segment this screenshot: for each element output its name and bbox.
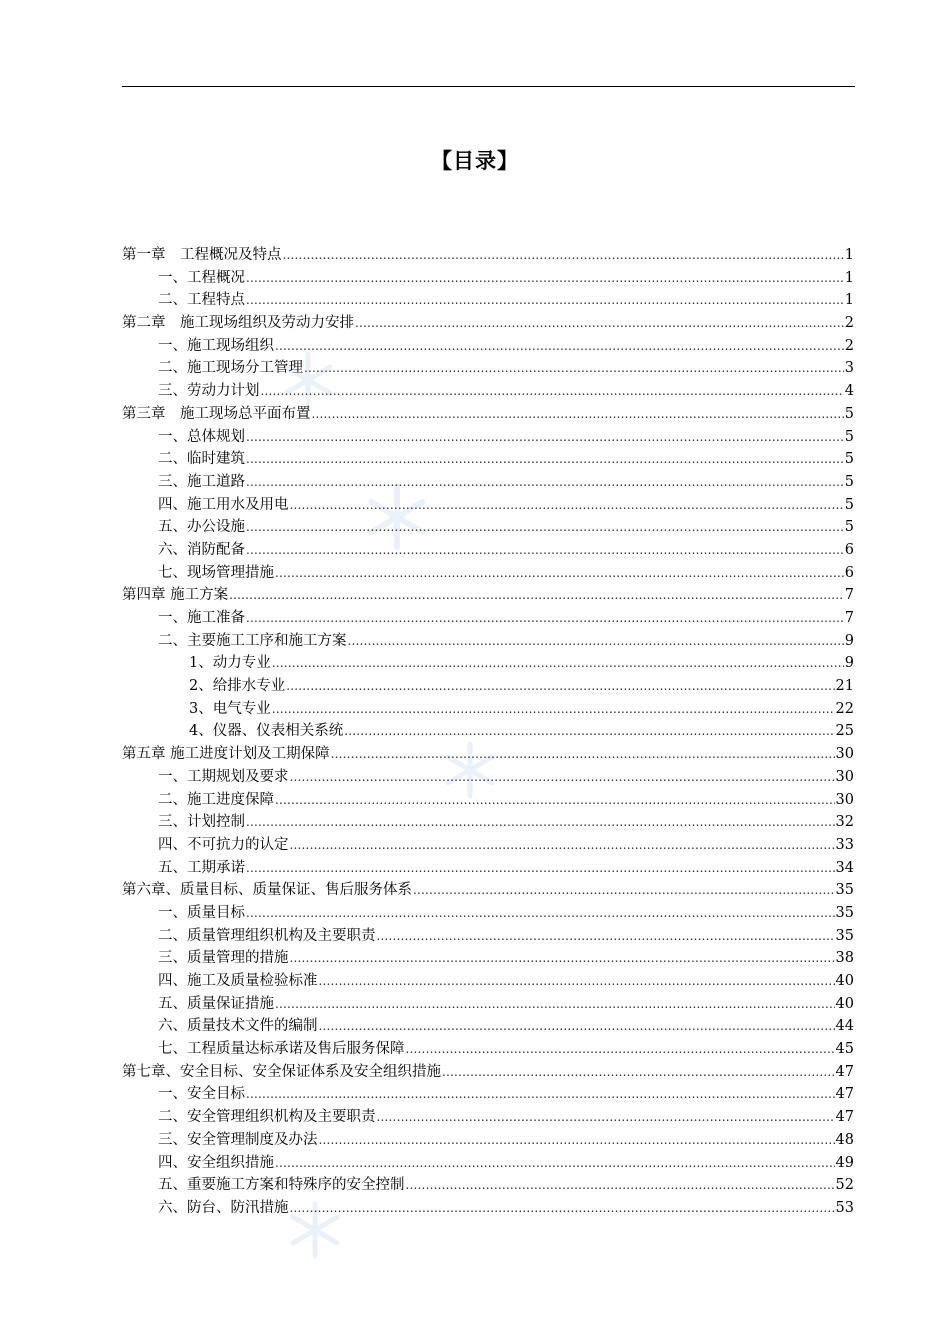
toc-entry-label: 一、工程概况: [158, 269, 245, 286]
dot-leader: [275, 335, 844, 358]
toc-entry-label: 四、施工用水及用电: [158, 496, 289, 513]
toc-entry[interactable]: [122, 539, 854, 562]
toc-entry-label: 第六章、质量目标、质量保证、售后服务体系: [122, 882, 412, 899]
toc-entry[interactable]: [122, 244, 854, 267]
toc-entry-page-number: 7: [844, 587, 854, 604]
toc-entry[interactable]: [122, 993, 854, 1016]
toc-entry-page-number: 32: [835, 814, 854, 831]
toc-entry[interactable]: [122, 335, 854, 358]
toc-entry[interactable]: [122, 607, 854, 630]
toc-entry[interactable]: [122, 902, 854, 925]
toc-entry[interactable]: [122, 1061, 854, 1084]
toc-entry-page-number: 5: [844, 405, 854, 422]
toc-entry[interactable]: [122, 1015, 854, 1038]
header-rule: [122, 86, 855, 87]
toc-entry-label: 一、质量目标: [158, 904, 245, 921]
toc-entry-label: 2、给排水专业: [189, 678, 286, 695]
toc-entry[interactable]: [122, 1106, 854, 1129]
toc-entry-label: 五、质量保证措施: [158, 995, 274, 1012]
dot-leader: [355, 312, 844, 335]
dot-leader: [246, 516, 844, 539]
toc-entry-page-number: 25: [835, 723, 854, 740]
toc-entry[interactable]: [122, 857, 854, 880]
toc-entry-label: 三、安全管理制度及办法: [158, 1131, 318, 1148]
toc-entry[interactable]: [122, 494, 854, 517]
dot-leader: [319, 1129, 835, 1152]
toc-entry-page-number: 4: [844, 383, 854, 400]
toc-entry-page-number: 52: [835, 1177, 854, 1194]
toc-entry-page-number: 1: [844, 292, 854, 309]
toc-entry-page-number: 3: [844, 360, 854, 377]
toc-entry-label: 三、质量管理的措施: [158, 950, 289, 967]
toc-entry-page-number: 1: [844, 269, 854, 286]
dot-leader: [319, 970, 835, 993]
toc-entry-page-number: 53: [835, 1199, 854, 1216]
toc-entry-label: 四、施工及质量检验标准: [158, 973, 318, 989]
dot-leader: [246, 811, 835, 834]
toc-entry-page-number: 5: [844, 519, 854, 536]
toc-entry[interactable]: [122, 720, 854, 743]
toc-entry[interactable]: [122, 743, 854, 766]
toc-entry-label: 六、防台、防汛措施: [158, 1199, 289, 1216]
toc-entry-page-number: 49: [835, 1154, 854, 1171]
toc-entry-label: 五、办公设施: [158, 519, 245, 536]
toc-entry-page-number: 47: [835, 1109, 854, 1126]
toc-entry-page-number: 5: [844, 428, 854, 445]
toc-entry-label: 五、工期承诺: [158, 859, 245, 876]
toc-entry-page-number: 6: [844, 564, 854, 581]
toc-entry-label: 六、质量技术文件的编制: [158, 1018, 318, 1035]
toc-entry-page-number: 34: [835, 859, 854, 876]
dot-leader: [406, 1174, 835, 1197]
toc-entry-page-number: 30: [835, 791, 854, 808]
dot-leader: [275, 1152, 835, 1175]
toc-entry-label: 一、安全目标: [158, 1086, 245, 1103]
dot-leader: [246, 448, 844, 471]
toc-entry-page-number: 6: [844, 541, 854, 558]
toc-entry-page-number: 9: [844, 632, 854, 649]
toc-entry[interactable]: [122, 516, 854, 539]
toc-entry-page-number: 47: [835, 1063, 854, 1080]
dot-leader: [229, 584, 844, 607]
dot-leader: [275, 562, 844, 585]
dot-leader: [312, 403, 844, 426]
toc-entry-label: 4、仪器、仪表相关系统: [189, 723, 344, 740]
toc-entry-page-number: 2: [844, 337, 854, 354]
dot-leader: [290, 834, 835, 857]
dot-leader: [286, 675, 834, 698]
toc-entry[interactable]: [122, 267, 854, 290]
toc-entry-label: 第七章、安全目标、安全保证体系及安全组织措施: [122, 1063, 441, 1080]
toc-entry-label: 一、工期规划及要求: [158, 768, 289, 785]
toc-entry-page-number: 7: [844, 610, 854, 626]
dot-leader: [246, 857, 835, 880]
toc-entry-label: 三、劳动力计划: [158, 383, 260, 400]
dot-leader: [442, 1061, 835, 1084]
toc-entry[interactable]: [122, 562, 854, 585]
toc-entry-page-number: 33: [835, 836, 854, 853]
toc-entry-page-number: 5: [844, 451, 854, 468]
toc-entry[interactable]: [122, 652, 854, 675]
toc-entry-label: 五、重要施工方案和特殊序的安全控制: [158, 1177, 405, 1194]
toc-entry[interactable]: [122, 970, 854, 993]
toc-entry-page-number: 9: [844, 655, 854, 672]
toc-entry[interactable]: [122, 766, 854, 789]
dot-leader: [304, 357, 844, 380]
dot-leader: [413, 879, 835, 902]
toc-entry-label: 第三章 施工现场总平面布置: [122, 405, 311, 422]
dot-leader: [344, 720, 834, 743]
toc-entry[interactable]: [122, 584, 854, 607]
toc-entry[interactable]: [122, 925, 854, 948]
toc-entry[interactable]: [122, 1129, 854, 1152]
dot-leader: [290, 947, 835, 970]
toc-entry-label: 一、总体规划: [158, 428, 245, 445]
toc-entry[interactable]: [122, 675, 854, 698]
toc-entry-page-number: 48: [835, 1131, 854, 1148]
dot-leader: [246, 539, 844, 562]
toc-entry-page-number: 40: [835, 995, 854, 1012]
toc-entry[interactable]: [122, 834, 854, 857]
toc-entry-page-number: 47: [835, 1086, 854, 1103]
dot-leader: [272, 698, 835, 721]
dot-leader: [331, 743, 835, 766]
toc-entry-label: 四、安全组织措施: [158, 1154, 274, 1171]
toc-entry-label: 二、安全管理组织机构及主要职责: [158, 1109, 376, 1126]
toc-entry[interactable]: [122, 630, 854, 653]
toc-entry-label: 二、工程特点: [158, 292, 245, 309]
toc-entry-page-number: 44: [835, 1018, 854, 1035]
toc-entry[interactable]: [122, 811, 854, 834]
toc-entry[interactable]: [122, 448, 854, 471]
dot-leader: [246, 289, 844, 312]
dot-leader: [290, 1197, 835, 1220]
toc-entry-label: 第四章 施工方案: [122, 587, 229, 604]
toc-entry-label: 二、施工现场分工管理: [158, 360, 303, 377]
toc-entry-page-number: 2: [844, 315, 854, 332]
dot-leader: [290, 494, 844, 517]
toc-entry-label: 六、消防配备: [158, 541, 245, 558]
dot-leader: [283, 244, 844, 267]
toc-entry-page-number: 1: [844, 247, 854, 263]
toc-entry[interactable]: [122, 879, 854, 902]
toc-entry-page-number: 45: [835, 1041, 854, 1058]
toc-entry-page-number: 5: [844, 473, 854, 490]
toc-entry-label: 第二章 施工现场组织及劳动力安排: [122, 315, 354, 332]
toc-entry[interactable]: [122, 312, 854, 335]
toc-entry-page-number: 21: [835, 678, 854, 695]
toc-entry-page-number: 35: [835, 927, 854, 944]
toc-entry-page-number: 30: [835, 768, 854, 785]
toc-entry-page-number: 38: [835, 950, 854, 967]
toc-entry-label: 二、质量管理组织机构及主要职责: [158, 927, 376, 944]
toc-entry[interactable]: [122, 426, 854, 449]
toc-entry[interactable]: [122, 1197, 854, 1220]
toc-entry[interactable]: [122, 289, 854, 312]
toc-entry-label: 三、施工道路: [158, 473, 245, 490]
toc-entry[interactable]: [122, 471, 854, 494]
toc-entry-label: 第一章 工程概况及特点: [122, 247, 282, 263]
toc-entry-label: 一、施工准备: [158, 610, 245, 626]
dot-leader: [348, 630, 844, 653]
dot-leader: [290, 766, 835, 789]
toc-entry[interactable]: [122, 698, 854, 721]
toc-entry-page-number: 35: [835, 904, 854, 921]
dot-leader: [246, 471, 844, 494]
dot-leader: [406, 1038, 835, 1061]
dot-leader: [377, 925, 835, 948]
toc-entry[interactable]: [122, 357, 854, 380]
toc-entry-label: 1、动力专业: [189, 655, 271, 672]
toc-entry[interactable]: [122, 947, 854, 970]
toc-entry-label: 七、现场管理措施: [158, 564, 274, 581]
toc-entry-page-number: 5: [844, 496, 854, 513]
dot-leader: [246, 267, 844, 290]
page-title: 【目录】: [431, 149, 519, 173]
toc-entry-label: 七、工程质量达标承诺及售后服务保障: [158, 1041, 405, 1058]
dot-leader: [246, 607, 844, 630]
table-of-contents: [122, 244, 854, 1220]
toc-entry[interactable]: [122, 1083, 854, 1106]
toc-entry-label: 三、计划控制: [158, 814, 245, 831]
toc-entry-page-number: 40: [835, 973, 854, 989]
toc-entry[interactable]: [122, 1038, 854, 1061]
toc-entry-label: 二、施工进度保障: [158, 791, 274, 808]
toc-entry-label: 二、临时建筑: [158, 451, 245, 468]
toc-entry-page-number: 22: [835, 700, 854, 717]
dot-leader: [319, 1015, 835, 1038]
dot-leader: [272, 652, 844, 675]
toc-entry[interactable]: [122, 380, 854, 403]
dot-leader: [275, 789, 835, 812]
toc-entry-label: 第五章 施工进度计划及工期保障: [122, 746, 330, 763]
toc-entry-label: 3、电气专业: [189, 700, 271, 717]
dot-leader: [246, 902, 835, 925]
toc-entry-label: 四、不可抗力的认定: [158, 836, 289, 853]
toc-entry[interactable]: [122, 789, 854, 812]
dot-leader: [246, 426, 844, 449]
dot-leader: [261, 380, 844, 403]
toc-entry-label: 一、施工现场组织: [158, 337, 274, 354]
dot-leader: [246, 1083, 835, 1106]
toc-entry[interactable]: [122, 1152, 854, 1175]
dot-leader: [275, 993, 835, 1016]
dot-leader: [377, 1106, 835, 1129]
toc-entry-page-number: 30: [835, 746, 854, 763]
toc-entry-page-number: 35: [835, 882, 854, 899]
toc-entry[interactable]: [122, 1174, 854, 1197]
toc-entry[interactable]: [122, 403, 854, 426]
toc-entry-label: 二、主要施工工序和施工方案: [158, 632, 347, 649]
